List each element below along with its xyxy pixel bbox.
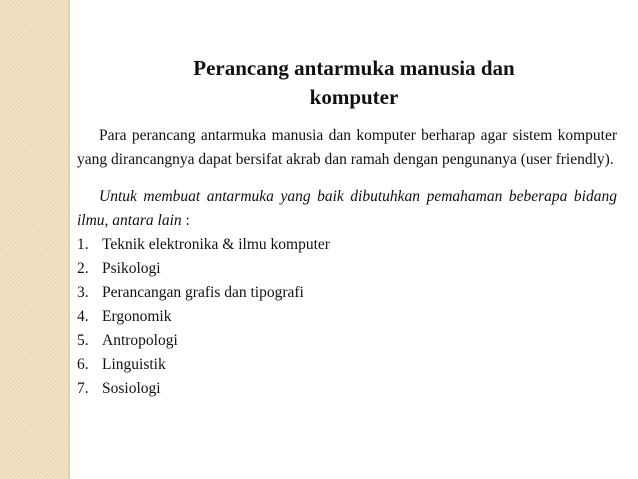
requirements-paragraph-colon: : — [181, 212, 190, 229]
list-item-number: 2. — [77, 260, 89, 277]
decorative-side-band — [0, 0, 68, 479]
list-item-number: 4. — [77, 308, 89, 325]
slide-body — [77, 124, 617, 401]
list-item — [77, 233, 617, 257]
list-item — [77, 281, 617, 305]
list-item-number: 1. — [77, 236, 89, 253]
requirements-paragraph — [77, 185, 617, 233]
list-item-number: 3. — [77, 284, 89, 301]
list-item-text: Linguistik — [102, 356, 166, 373]
slide-title-line-2: komputer — [309, 85, 399, 110]
list-item-text: Psikologi — [102, 260, 161, 277]
paragraph-spacer — [77, 172, 617, 185]
list-item — [77, 257, 617, 281]
slide-title — [70, 54, 638, 112]
list-item-number: 6. — [77, 356, 89, 373]
discipline-list — [77, 233, 617, 401]
list-item-text: Antropologi — [102, 332, 178, 349]
list-item — [77, 377, 617, 401]
intro-paragraph: Para perancang antarmuka manusia dan komputer berharap agar sistem komputer yang dirancangnya dapat bersifat akrab dan ramah dengan pengunanya (user friendly). — [77, 127, 617, 168]
list-item-text: Teknik elektronika & ilmu komputer — [102, 236, 330, 253]
list-item-text: Sosiologi — [102, 380, 161, 397]
list-item — [77, 353, 617, 377]
list-item-text: Ergonomik — [102, 308, 172, 325]
slide-title-line-1: Perancang antarmuka manusia dan — [193, 56, 515, 81]
list-item — [77, 305, 617, 329]
list-item-number: 7. — [77, 380, 89, 397]
list-item — [77, 329, 617, 353]
list-item-text: Perancangan grafis dan tipografi — [102, 284, 304, 301]
list-item-number: 5. — [77, 332, 89, 349]
requirements-paragraph-text: Untuk membuat antarmuka yang baik dibutuhkan pemahaman beberapa bidang ilmu, antara lain — [77, 188, 617, 229]
